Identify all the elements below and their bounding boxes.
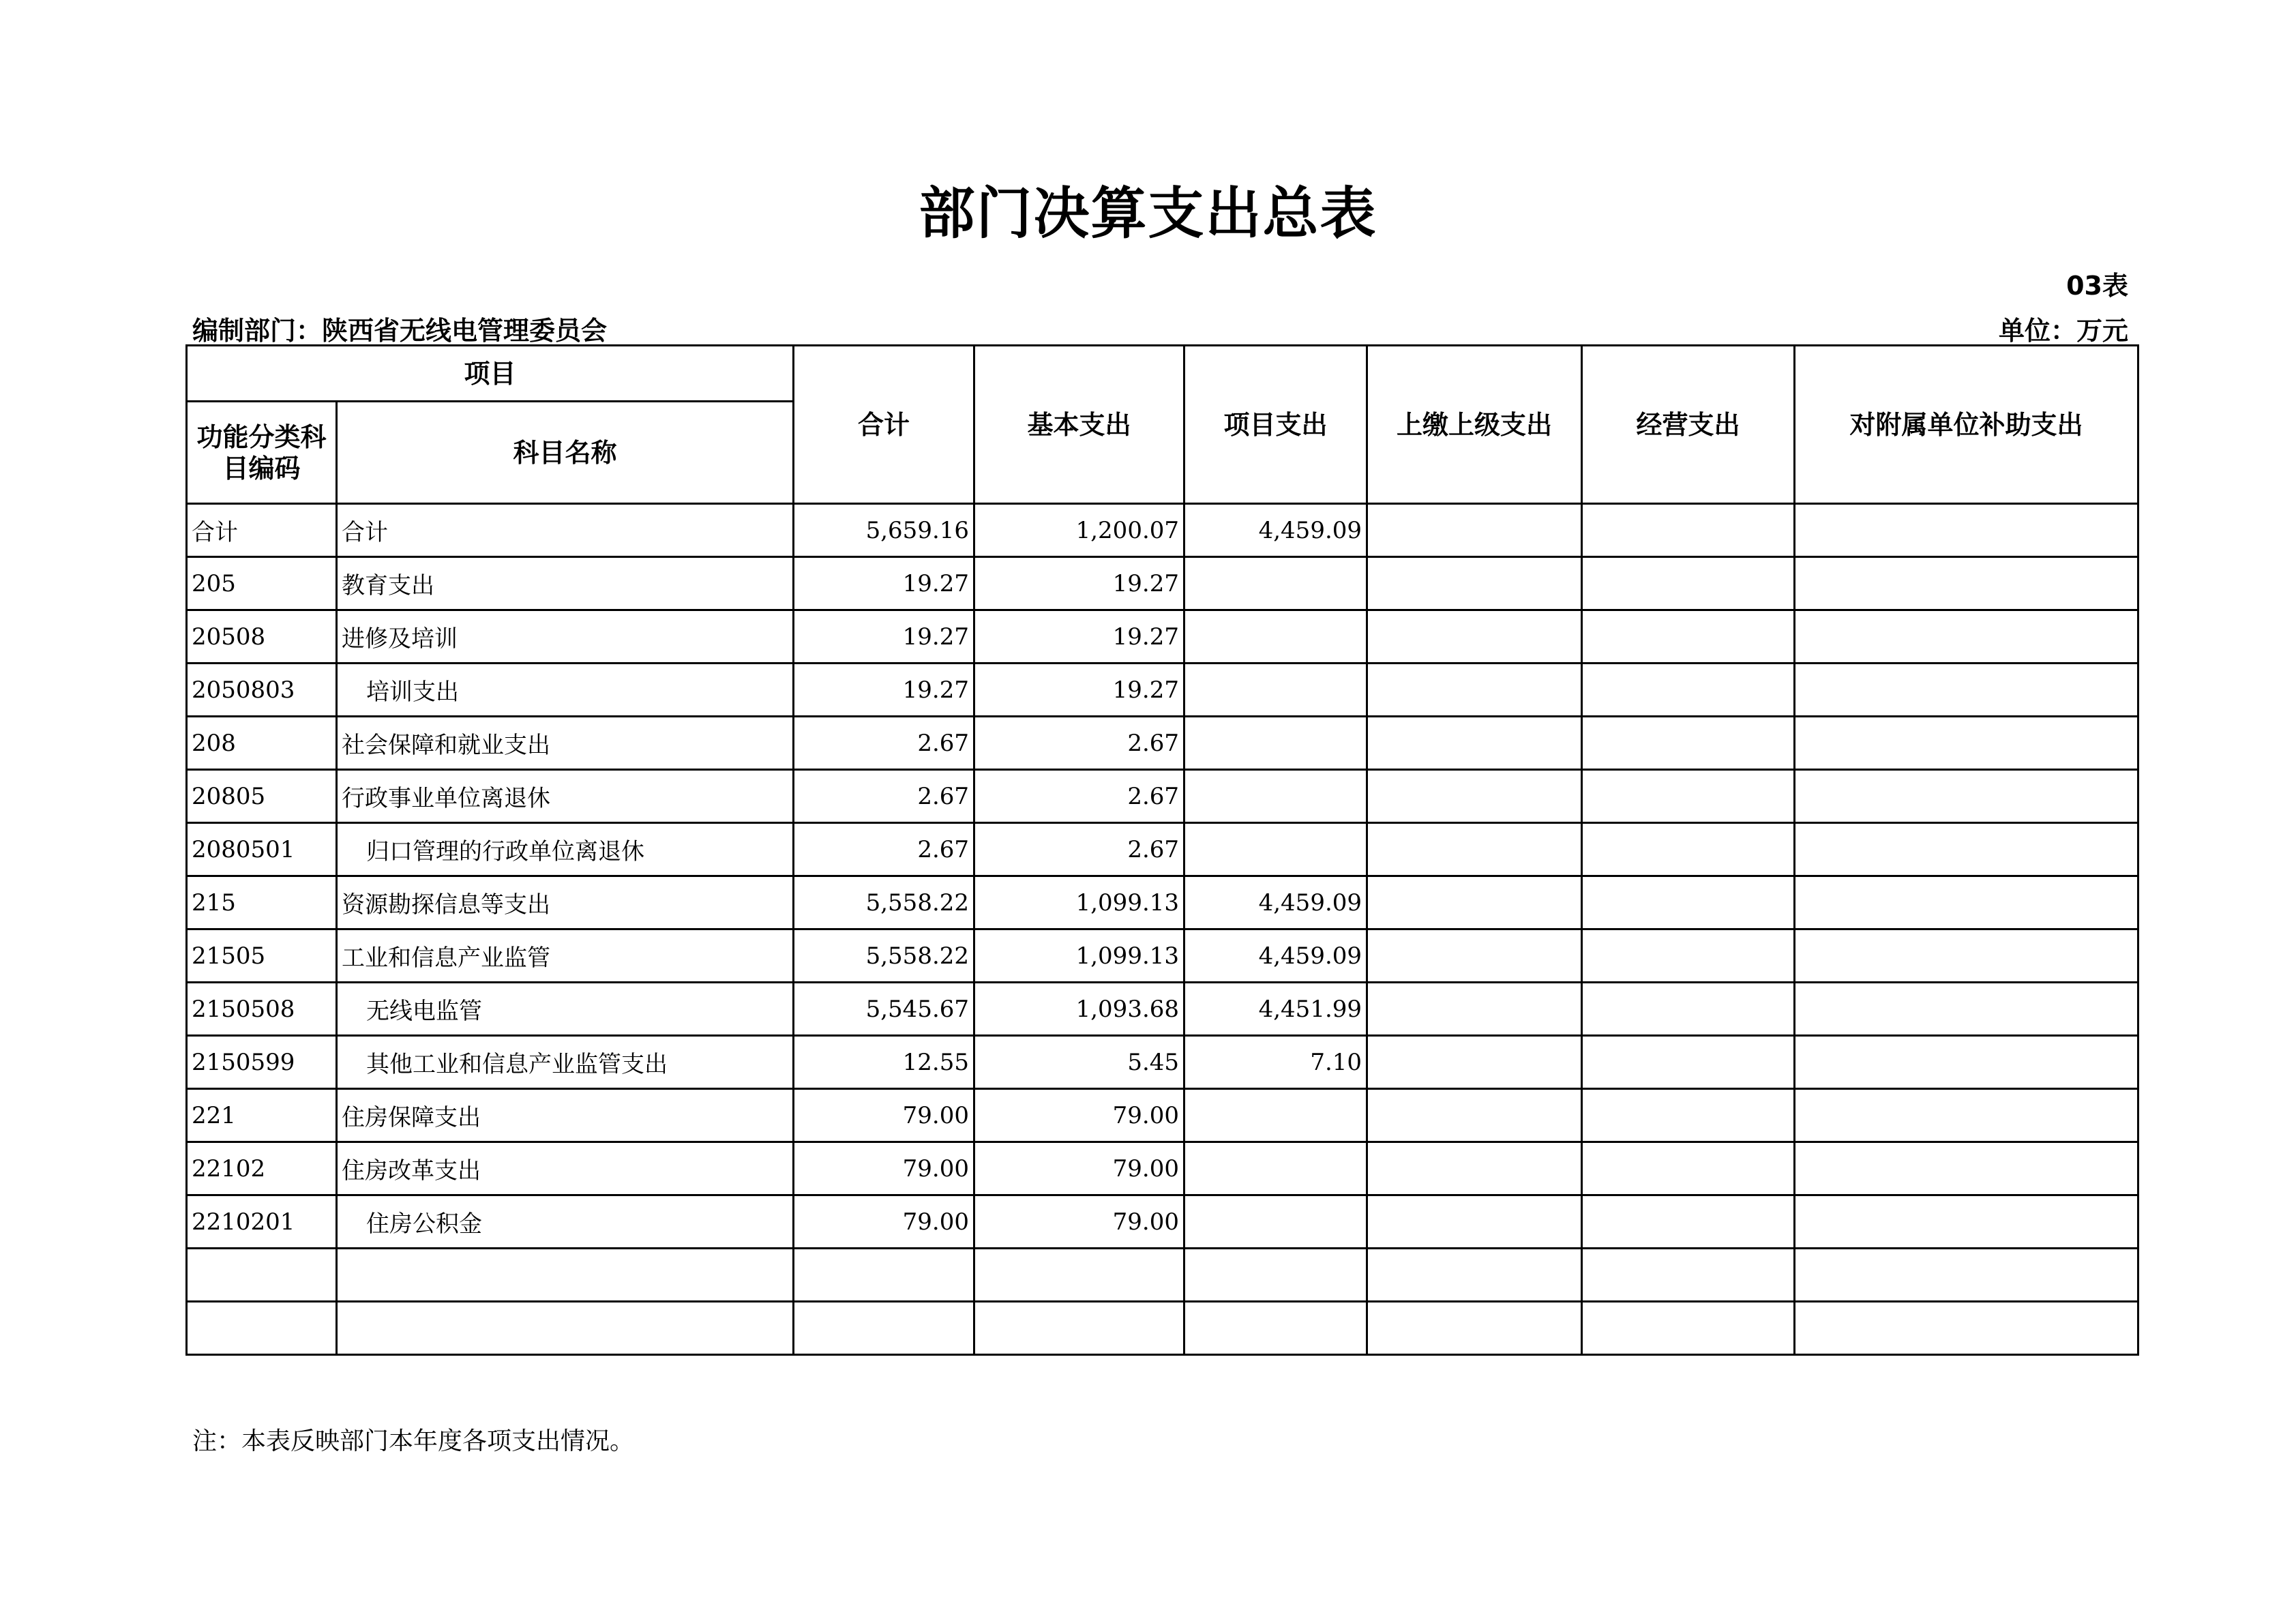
cell-name: 住房改革支出 — [337, 1142, 794, 1195]
cell-total: 19.27 — [794, 664, 974, 717]
cell-project: 7.10 — [1184, 1036, 1367, 1089]
cell-subsidy — [1795, 1195, 2138, 1249]
cell-code — [187, 1302, 337, 1355]
table-row — [187, 1036, 2138, 1089]
cell-basic: 19.27 — [974, 664, 1184, 717]
cell-code: 221 — [187, 1089, 337, 1142]
table-row — [187, 823, 2138, 876]
cell-basic: 2.67 — [974, 770, 1184, 823]
cell-basic: 1,099.13 — [974, 876, 1184, 929]
cell-superior — [1367, 1036, 1582, 1089]
cell-superior — [1367, 504, 1582, 557]
cell-name — [337, 1249, 794, 1302]
page-title: 部门决算支出总表 — [919, 181, 1377, 246]
cell-subsidy — [1795, 983, 2138, 1036]
cell-subsidy — [1795, 1036, 2138, 1089]
cell-total — [794, 1249, 974, 1302]
cell-superior — [1367, 983, 1582, 1036]
cell-total: 79.00 — [794, 1142, 974, 1195]
cell-subsidy — [1795, 1249, 2138, 1302]
cell-name: 教育支出 — [337, 557, 794, 610]
cell-business — [1582, 664, 1795, 717]
cell-superior — [1367, 717, 1582, 770]
table-row — [187, 983, 2138, 1036]
cell-business — [1582, 717, 1795, 770]
cell-total: 5,659.16 — [794, 504, 974, 557]
cell-name: 归口管理的行政单位离退休 — [337, 823, 794, 876]
cell-subsidy — [1795, 717, 2138, 770]
cell-business — [1582, 876, 1795, 929]
cell-project — [1184, 664, 1367, 717]
cell-project — [1184, 1249, 1367, 1302]
cell-project — [1184, 770, 1367, 823]
cell-project: 4,451.99 — [1184, 983, 1367, 1036]
header-business: 经营支出 — [1582, 346, 1795, 504]
cell-basic: 1,093.68 — [974, 983, 1184, 1036]
cell-superior — [1367, 1089, 1582, 1142]
cell-business — [1582, 983, 1795, 1036]
table-row — [187, 557, 2138, 610]
header-project: 项目 — [187, 346, 794, 402]
cell-code: 215 — [187, 876, 337, 929]
table-row — [187, 504, 2138, 557]
cell-subsidy — [1795, 876, 2138, 929]
cell-name — [337, 1302, 794, 1355]
cell-project: 4,459.09 — [1184, 929, 1367, 983]
cell-project — [1184, 823, 1367, 876]
cell-business — [1582, 504, 1795, 557]
cell-total: 2.67 — [794, 770, 974, 823]
header-name-col: 科目名称 — [337, 402, 794, 504]
cell-superior — [1367, 557, 1582, 610]
cell-superior — [1367, 929, 1582, 983]
cell-name: 进修及培训 — [337, 610, 794, 664]
cell-superior — [1367, 1249, 1582, 1302]
cell-subsidy — [1795, 610, 2138, 664]
unit-label: 单位：万元 — [1998, 316, 2128, 346]
cell-code: 2080501 — [187, 823, 337, 876]
cell-superior — [1367, 770, 1582, 823]
cell-total: 79.00 — [794, 1089, 974, 1142]
cell-name: 行政事业单位离退休 — [337, 770, 794, 823]
header-basic: 基本支出 — [974, 346, 1184, 504]
cell-project: 4,459.09 — [1184, 504, 1367, 557]
cell-subsidy — [1795, 1142, 2138, 1195]
cell-superior — [1367, 664, 1582, 717]
cell-total: 2.67 — [794, 823, 974, 876]
cell-project — [1184, 1302, 1367, 1355]
table-row — [187, 1195, 2138, 1249]
cell-code: 2050803 — [187, 664, 337, 717]
cell-total: 5,558.22 — [794, 876, 974, 929]
table-row — [187, 610, 2138, 664]
cell-superior — [1367, 610, 1582, 664]
cell-code: 20805 — [187, 770, 337, 823]
cell-total: 5,545.67 — [794, 983, 974, 1036]
cell-superior — [1367, 876, 1582, 929]
table-row — [187, 929, 2138, 983]
header-project-exp: 项目支出 — [1184, 346, 1367, 504]
cell-basic — [974, 1302, 1184, 1355]
cell-name: 工业和信息产业监管 — [337, 929, 794, 983]
cell-code: 2210201 — [187, 1195, 337, 1249]
cell-name: 合计 — [337, 504, 794, 557]
cell-total — [794, 1302, 974, 1355]
cell-subsidy — [1795, 504, 2138, 557]
cell-business — [1582, 1302, 1795, 1355]
cell-project — [1184, 1142, 1367, 1195]
table-row — [187, 717, 2138, 770]
cell-code — [187, 1249, 337, 1302]
cell-name: 无线电监管 — [337, 983, 794, 1036]
table-row — [187, 1142, 2138, 1195]
cell-basic: 19.27 — [974, 557, 1184, 610]
cell-business — [1582, 1195, 1795, 1249]
cell-name: 住房公积金 — [337, 1195, 794, 1249]
cell-basic: 2.67 — [974, 717, 1184, 770]
cell-business — [1582, 1249, 1795, 1302]
cell-superior — [1367, 1195, 1582, 1249]
expenditure-table — [185, 344, 2139, 1356]
cell-project — [1184, 1089, 1367, 1142]
cell-business — [1582, 1089, 1795, 1142]
table-code: 03表 — [2066, 271, 2128, 301]
table-body — [187, 504, 2138, 1355]
cell-total: 12.55 — [794, 1036, 974, 1089]
cell-project — [1184, 1195, 1367, 1249]
cell-code: 20508 — [187, 610, 337, 664]
cell-business — [1582, 929, 1795, 983]
cell-business — [1582, 557, 1795, 610]
cell-project — [1184, 717, 1367, 770]
cell-business — [1582, 823, 1795, 876]
cell-total: 19.27 — [794, 557, 974, 610]
cell-subsidy — [1795, 664, 2138, 717]
cell-project — [1184, 557, 1367, 610]
cell-code: 22102 — [187, 1142, 337, 1195]
header-code-col: 功能分类科目编码 — [187, 402, 337, 504]
cell-business — [1582, 770, 1795, 823]
table-row — [187, 1089, 2138, 1142]
cell-name: 资源勘探信息等支出 — [337, 876, 794, 929]
cell-superior — [1367, 1142, 1582, 1195]
cell-total: 5,558.22 — [794, 929, 974, 983]
cell-project: 4,459.09 — [1184, 876, 1367, 929]
cell-name: 其他工业和信息产业监管支出 — [337, 1036, 794, 1089]
cell-subsidy — [1795, 823, 2138, 876]
org-label: 编制部门：陕西省无线电管理委员会 — [192, 316, 608, 346]
header-superior: 上缴上级支出 — [1367, 346, 1582, 504]
table-row — [187, 1302, 2138, 1355]
cell-basic: 79.00 — [974, 1195, 1184, 1249]
cell-basic: 5.45 — [974, 1036, 1184, 1089]
cell-subsidy — [1795, 557, 2138, 610]
cell-total: 2.67 — [794, 717, 974, 770]
cell-code: 合计 — [187, 504, 337, 557]
cell-basic: 1,099.13 — [974, 929, 1184, 983]
cell-basic: 2.67 — [974, 823, 1184, 876]
cell-subsidy — [1795, 1302, 2138, 1355]
footnote: 注：本表反映部门本年度各项支出情况。 — [192, 1427, 635, 1455]
cell-basic: 79.00 — [974, 1089, 1184, 1142]
cell-code: 208 — [187, 717, 337, 770]
cell-basic: 19.27 — [974, 610, 1184, 664]
cell-total: 19.27 — [794, 610, 974, 664]
cell-subsidy — [1795, 770, 2138, 823]
cell-business — [1582, 1142, 1795, 1195]
cell-total: 79.00 — [794, 1195, 974, 1249]
cell-code: 2150508 — [187, 983, 337, 1036]
table-row — [187, 770, 2138, 823]
header-total: 合计 — [794, 346, 974, 504]
cell-code: 205 — [187, 557, 337, 610]
table-row — [187, 664, 2138, 717]
cell-subsidy — [1795, 1089, 2138, 1142]
table-row — [187, 876, 2138, 929]
cell-basic: 79.00 — [974, 1142, 1184, 1195]
cell-business — [1582, 610, 1795, 664]
cell-name: 社会保障和就业支出 — [337, 717, 794, 770]
cell-superior — [1367, 1302, 1582, 1355]
cell-code: 21505 — [187, 929, 337, 983]
cell-subsidy — [1795, 929, 2138, 983]
cell-basic — [974, 1249, 1184, 1302]
cell-name: 培训支出 — [337, 664, 794, 717]
cell-business — [1582, 1036, 1795, 1089]
table-row — [187, 1249, 2138, 1302]
cell-code: 2150599 — [187, 1036, 337, 1089]
cell-basic: 1,200.07 — [974, 504, 1184, 557]
cell-name: 住房保障支出 — [337, 1089, 794, 1142]
cell-superior — [1367, 823, 1582, 876]
header-subsidy: 对附属单位补助支出 — [1795, 346, 2138, 504]
cell-project — [1184, 610, 1367, 664]
